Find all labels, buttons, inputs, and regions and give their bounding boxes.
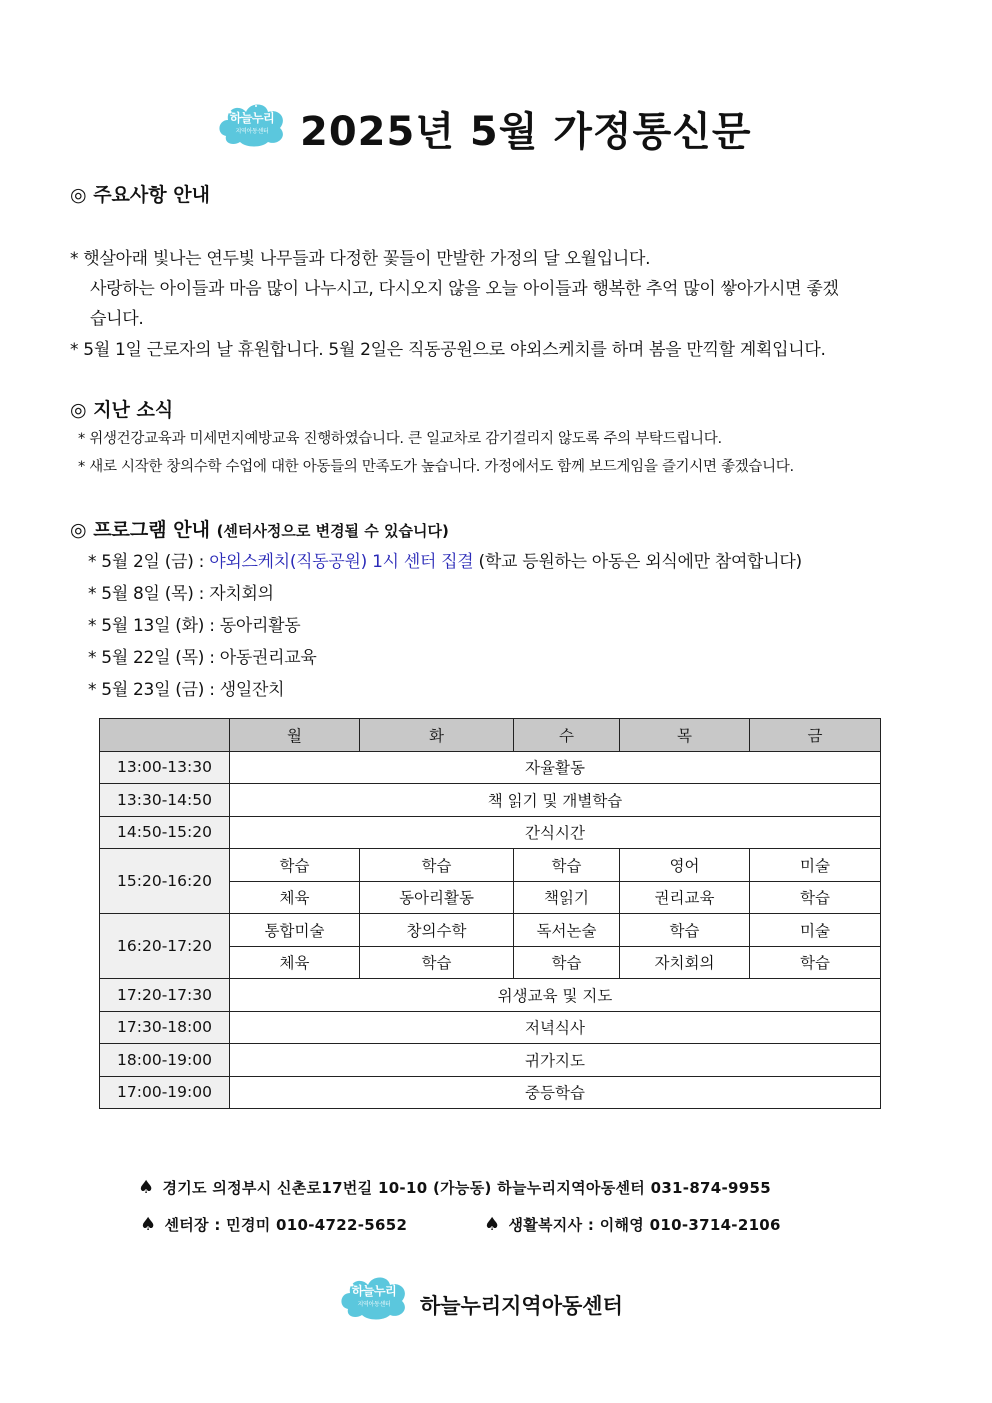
activity-cell: 자치회의 bbox=[620, 946, 750, 979]
header-cell-mon: 월 bbox=[230, 719, 360, 752]
activity-cell: 중등학습 bbox=[230, 1076, 881, 1109]
activity-cell: 학습 bbox=[750, 946, 881, 979]
notice-line-4: * 5월 1일 근로자의 날 휴원합니다. 5월 2일은 직동공원으로 야외스케치를 하며 봄을 만끽할 계획입니다. bbox=[70, 340, 826, 360]
header-cell-empty bbox=[100, 719, 230, 752]
activity-cell: 학습 bbox=[750, 881, 881, 914]
footer-address bbox=[138, 1177, 771, 1198]
page-title: 2025년 5월 가정통신문 bbox=[300, 109, 752, 155]
program-item-highlight: 야외스케치(직동공원) 1시 센터 집결 bbox=[209, 552, 474, 572]
activity-cell: 창의수학 bbox=[360, 914, 514, 947]
program-heading-note: (센터사정으로 변경될 수 있습니다) bbox=[216, 522, 449, 540]
table-row bbox=[100, 1011, 881, 1044]
table-row bbox=[100, 1076, 881, 1109]
program-item-date: * 5월 13일 (화) : bbox=[88, 616, 220, 636]
notice-line-3: 습니다. bbox=[90, 309, 144, 329]
activity-cell: 학습 bbox=[360, 849, 514, 882]
time-cell: 18:00-19:00 bbox=[100, 1044, 230, 1077]
time-cell: 17:00-19:00 bbox=[100, 1076, 230, 1109]
logo-subtext: 지역아동센터 bbox=[357, 1301, 391, 1308]
table-row bbox=[100, 914, 881, 947]
center-logo bbox=[216, 98, 288, 148]
notice-line-1: * 햇살아래 빛나는 연두빛 나무들과 다정한 꽃들이 만발한 가정의 달 오월입니다. bbox=[70, 249, 651, 269]
header-cell-tue: 화 bbox=[360, 719, 514, 752]
activity-cell: 저녁식사 bbox=[230, 1011, 881, 1044]
logo-subtext: 지역아동센터 bbox=[235, 128, 269, 135]
spade-icon: ♠ bbox=[138, 1177, 155, 1198]
program-item bbox=[88, 547, 802, 572]
address-text: 경기도 의정부시 신촌로17번길 10-10 (가능동) 하늘누리지역아동센터 031-874-9955 bbox=[162, 1179, 772, 1197]
activity-cell: 체육 bbox=[230, 881, 360, 914]
time-cell: 17:30-18:00 bbox=[100, 1011, 230, 1044]
spade-icon: ♠ bbox=[484, 1214, 501, 1235]
header-cell-wed: 수 bbox=[514, 719, 620, 752]
program-item-text: 동아리활동 bbox=[219, 616, 301, 636]
table-header-row bbox=[100, 719, 881, 752]
worker-text: 생활복지사 : 이해영 010-3714-2106 bbox=[508, 1216, 781, 1234]
activity-cell: 체육 bbox=[230, 946, 360, 979]
activity-cell: 위생교육 및 지도 bbox=[230, 979, 881, 1012]
notice-line-2: 사랑하는 아이들과 마음 많이 나누시고, 다시오지 않을 오늘 아이들과 행복한 추억 많이 쌓아가시면 좋겠 bbox=[90, 279, 839, 299]
activity-cell: 책읽기 bbox=[514, 881, 620, 914]
time-cell: 17:20-17:30 bbox=[100, 979, 230, 1012]
activity-cell: 학습 bbox=[620, 914, 750, 947]
program-item-date: * 5월 8일 (목) : bbox=[88, 584, 210, 604]
time-cell: 16:20-17:20 bbox=[100, 914, 230, 979]
director-text: 센터장 : 민경미 010-4722-5652 bbox=[164, 1216, 408, 1234]
activity-cell: 학습 bbox=[230, 849, 360, 882]
activity-cell: 학습 bbox=[514, 849, 620, 882]
activity-cell: 미술 bbox=[750, 914, 881, 947]
activity-cell: 귀가지도 bbox=[230, 1044, 881, 1077]
activity-cell: 학습 bbox=[514, 946, 620, 979]
footer-worker bbox=[484, 1214, 781, 1235]
activity-cell: 미술 bbox=[750, 849, 881, 882]
program-item bbox=[88, 643, 316, 668]
time-cell: 13:00-13:30 bbox=[100, 751, 230, 784]
program-item-text: (학교 등원하는 아동은 외식에만 참여합니다) bbox=[473, 552, 802, 572]
table-row bbox=[100, 1044, 881, 1077]
header-cell-thu: 목 bbox=[620, 719, 750, 752]
program-item-date: * 5월 23일 (금) : bbox=[88, 680, 220, 700]
time-cell: 14:50-15:20 bbox=[100, 816, 230, 849]
activity-cell: 권리교육 bbox=[620, 881, 750, 914]
table-row bbox=[100, 784, 881, 817]
schedule-table bbox=[99, 718, 881, 1109]
program-item-text: 생일잔치 bbox=[219, 680, 285, 700]
logo-text: 하늘누리 bbox=[229, 111, 275, 125]
footer-logo bbox=[338, 1271, 410, 1321]
table-row bbox=[100, 979, 881, 1012]
activity-cell: 간식시간 bbox=[230, 816, 881, 849]
program-item-date: * 5월 22일 (목) : bbox=[88, 648, 220, 668]
activity-cell: 통합미술 bbox=[230, 914, 360, 947]
spade-icon: ♠ bbox=[140, 1214, 157, 1235]
past-news-line-2: * 새로 시작한 창의수학 수업에 대한 아동들의 만족도가 높습니다. 가정에서도 함께 보드게임을 즐기시면 좋겠습니다. bbox=[78, 459, 794, 475]
header-cell-fri: 금 bbox=[750, 719, 881, 752]
activity-cell: 동아리활동 bbox=[360, 881, 514, 914]
program-item bbox=[88, 675, 284, 700]
footer-director bbox=[140, 1214, 407, 1235]
table-row bbox=[100, 849, 881, 882]
table-row bbox=[100, 751, 881, 784]
header bbox=[0, 96, 992, 166]
program-item bbox=[88, 579, 274, 604]
time-cell: 15:20-16:20 bbox=[100, 849, 230, 914]
time-cell: 13:30-14:50 bbox=[100, 784, 230, 817]
activity-cell: 영어 bbox=[620, 849, 750, 882]
program-item bbox=[88, 611, 300, 636]
logo-text: 하늘누리 bbox=[351, 1284, 397, 1298]
activity-cell: 독서논술 bbox=[514, 914, 620, 947]
activity-cell: 책 읽기 및 개별학습 bbox=[230, 784, 881, 817]
org-name: 하늘누리지역아동센터 bbox=[420, 1294, 623, 1318]
program-item-text: 자치회의 bbox=[209, 584, 274, 604]
past-news-line-1: * 위생건강교육과 미세먼지예방교육 진행하였습니다. 큰 일교차로 감기걸리지 않도록 주의 부탁드립니다. bbox=[78, 431, 722, 447]
program-heading bbox=[70, 515, 449, 542]
activity-cell: 자율활동 bbox=[230, 751, 881, 784]
program-heading-text: ◎ 프로그램 안내 bbox=[70, 519, 210, 541]
activity-cell: 학습 bbox=[360, 946, 514, 979]
past-news-heading: ◎ 지난 소식 bbox=[70, 399, 174, 421]
table-row bbox=[100, 816, 881, 849]
notice-heading: ◎ 주요사항 안내 bbox=[70, 184, 210, 206]
program-item-text: 아동권리교육 bbox=[219, 648, 317, 668]
program-item-date: * 5월 2일 (금) : bbox=[88, 552, 210, 572]
